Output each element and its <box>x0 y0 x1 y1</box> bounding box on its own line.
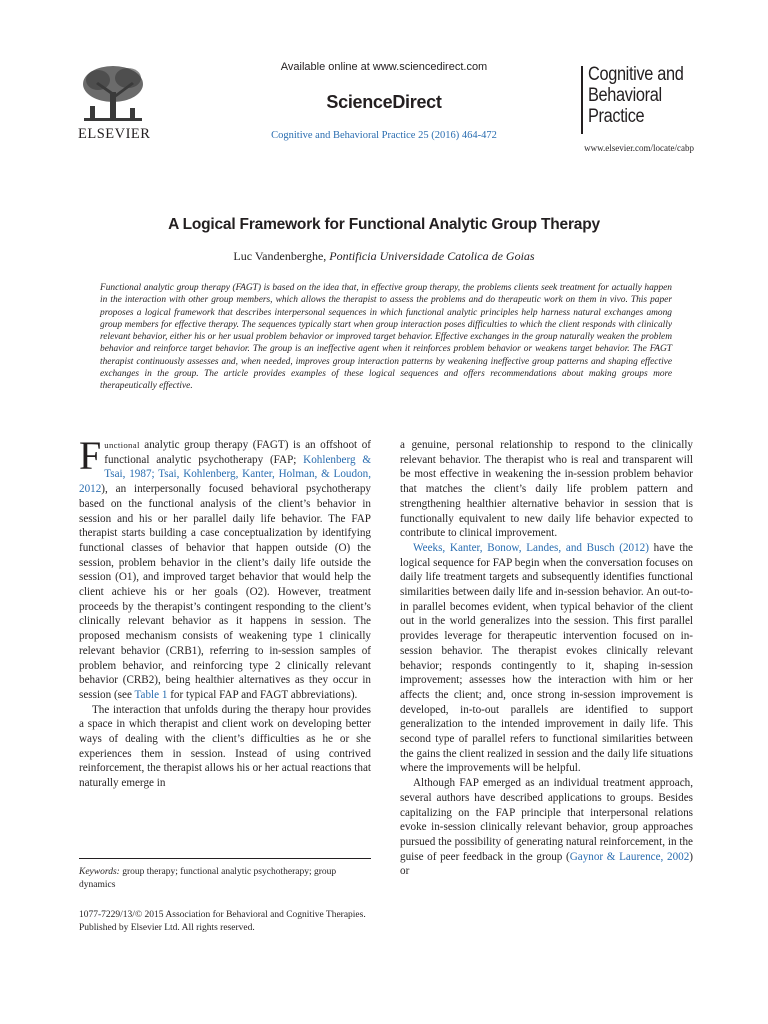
author-affiliation: Pontificia Universidade Catolica de Goias <box>329 249 535 263</box>
footnote-divider <box>79 858 371 859</box>
paragraph <box>400 541 693 776</box>
journal-title-rule <box>581 66 583 134</box>
journal-title-line-1: Cognitive and <box>588 64 684 85</box>
drop-cap: F <box>79 433 102 478</box>
journal-title-line-2: Behavioral <box>588 85 662 106</box>
citation-link[interactable]: Weeks, Kanter, Bonow, Landes, and Busch (2012) <box>413 541 649 554</box>
article-title: A Logical Framework for Functional Analytic Group Therapy <box>168 216 600 233</box>
citation-link[interactable]: Kohlenberg & Tsai, 1987; Tsai, Kohlenberg, Kanter, Holman, & Loudon, 2012 <box>79 453 372 496</box>
paragraph <box>79 433 372 703</box>
available-online-text[interactable]: Available online at www.sciencedirect.com <box>280 61 488 73</box>
author-line <box>0 249 768 264</box>
keywords-list: group therapy; functional analytic psychotherapy; group dynamics <box>79 867 337 890</box>
paragraph: a genuine, personal relationship to respond to the clinically relevant behavior. The therapist who is real and transparent will be most effective in weakening the in-session problem behavior that matches the client’s daily life problem pattern and strengthening healthier alternative behavior in session that is functionally equivalent to new daily life behavior expected to contribute to clinical improvement. <box>400 439 693 540</box>
keywords-label: Keywords: <box>79 867 120 877</box>
text-run: Although FAP emerged as an individual treatment approach, several authors have described applications to groups. Besides capitalizing on the FAP principle that interpersonal relations evoke in-session clinically relevant behavior, group approaches pursued the possibility of generating natural reinforcement, in the guise of peer feedback in the group ( <box>400 777 693 863</box>
journal-title-line-3: Practice <box>588 106 645 127</box>
sciencedirect-wordmark[interactable]: ScienceDirect <box>326 92 442 112</box>
body-left-column <box>79 433 372 791</box>
text-run: for typical FAP and FAGT abbreviations). <box>167 688 358 701</box>
text-run: analytic group therapy (FAGT) is an offshoot of functional analytic psychotherapy (FAP; <box>104 439 371 466</box>
copyright-notice: 1077-7229/13/© 2015 Association for Behavioral and Cognitive Therapies. Published by Elsevier Ltd. All rights reserved. <box>79 910 366 933</box>
paragraph <box>400 776 693 879</box>
journal-title <box>588 64 691 127</box>
text-run: ) or <box>400 850 693 878</box>
abstract: Functional analytic group therapy (FAGT) is based on the idea that, in effective group therapy, the problems clients seek treatment for actually happen in the interaction with other group members, which allows the therapist to assess the problems and do therapeutic work on them in vivo. This paper proposes a logical framework that describes interpersonal sequences in which functional analytic principles help harness natural exchanges among group members for effective therapy. The sequences typically start when group interaction poses difficulties to which the client responds with clinically relevant behavior, either his or her usual problem behavior or improved target behavior. Effective exchanges in the group naturally weaken the problem behavior and reinforce target behavior. The group is an ineffective agent when it reinforces problem behavior or weakens target behavior. The FAGT therapist continuously assesses and, when needed, improves group interaction patterns by weakening ineffective group patterns and shaping effective exchanges in the group. The article provides examples of these logical sequences and offers recommendations about making groups more therapeutically effective. <box>100 283 672 392</box>
table-1-link[interactable]: Table 1 <box>134 688 168 701</box>
keywords <box>79 866 371 891</box>
small-caps-word: unctional <box>104 440 140 450</box>
author-name: Luc Vandenberghe, <box>233 249 327 263</box>
body-right-column <box>400 438 693 879</box>
paragraph: The interaction that unfolds during the therapy hour provides a space in which therapist and client work on developing better ways of dealing with the client’s difficulties as he or she experiences them in session. Instead of using contrived reinforcement, the therapist allows his or her actual reactions that naturally emerge in <box>79 703 371 790</box>
text-run: have the logical sequence for FAP begin when the conversation focuses on daily life treatment targets and subsequently identifies functional similarities between daily life and in-session behavior. An out-to-in parallel becomes evident, when typical behavior of the client out in the world generalizes into the session. This first parallel provides leverage for therapeutic intervention focused on in-session behavior. The therapist evokes clinically relevant behavior; responds contingently to it, shaping in-session improvement; assesses how the interaction with him or her affects the client; and, once strong in-session improvement is developed, in-to-out parallels are identified to support generalization to the intended improvement in daily life. This second type of parallel refers to functional similarities between the gains the client realized in session and the daily life situations where the improvements will be helpful. <box>400 541 693 775</box>
citation-link[interactable]: Gaynor & Laurence, 2002 <box>569 850 690 863</box>
journal-citation[interactable]: Cognitive and Behavioral Practice 25 (2016) 464-472 <box>271 130 497 141</box>
text-run: ), an interpersonally focused behavioral psychotherapy based on the functional analysis of the client’s behavior in session and his or her parallel daily life behavior. The FAP therapist starts building a case conceptualization by identifying functional classes of behavior that happen outside (O) the session, problem behavior in the client’s daily life outside the session (O1), and improved target behavior that would help the client achieve his or her goals (O2). However, treatment proceeds by the therapist’s contingent responding to the client’s clinically relevant behavior as it happens in session. The proposed mechanism consists of weakening type 1 clinically relevant behavior (CRB1), referring to in-session samples of problem behavior, and reinforcing type 2 clinically relevant behavior (CRB2), being healthier alternatives as they occur in session (see <box>79 483 371 701</box>
publisher-name: ELSEVIER <box>78 126 151 142</box>
journal-url[interactable]: www.elsevier.com/locate/cabp <box>584 143 694 153</box>
